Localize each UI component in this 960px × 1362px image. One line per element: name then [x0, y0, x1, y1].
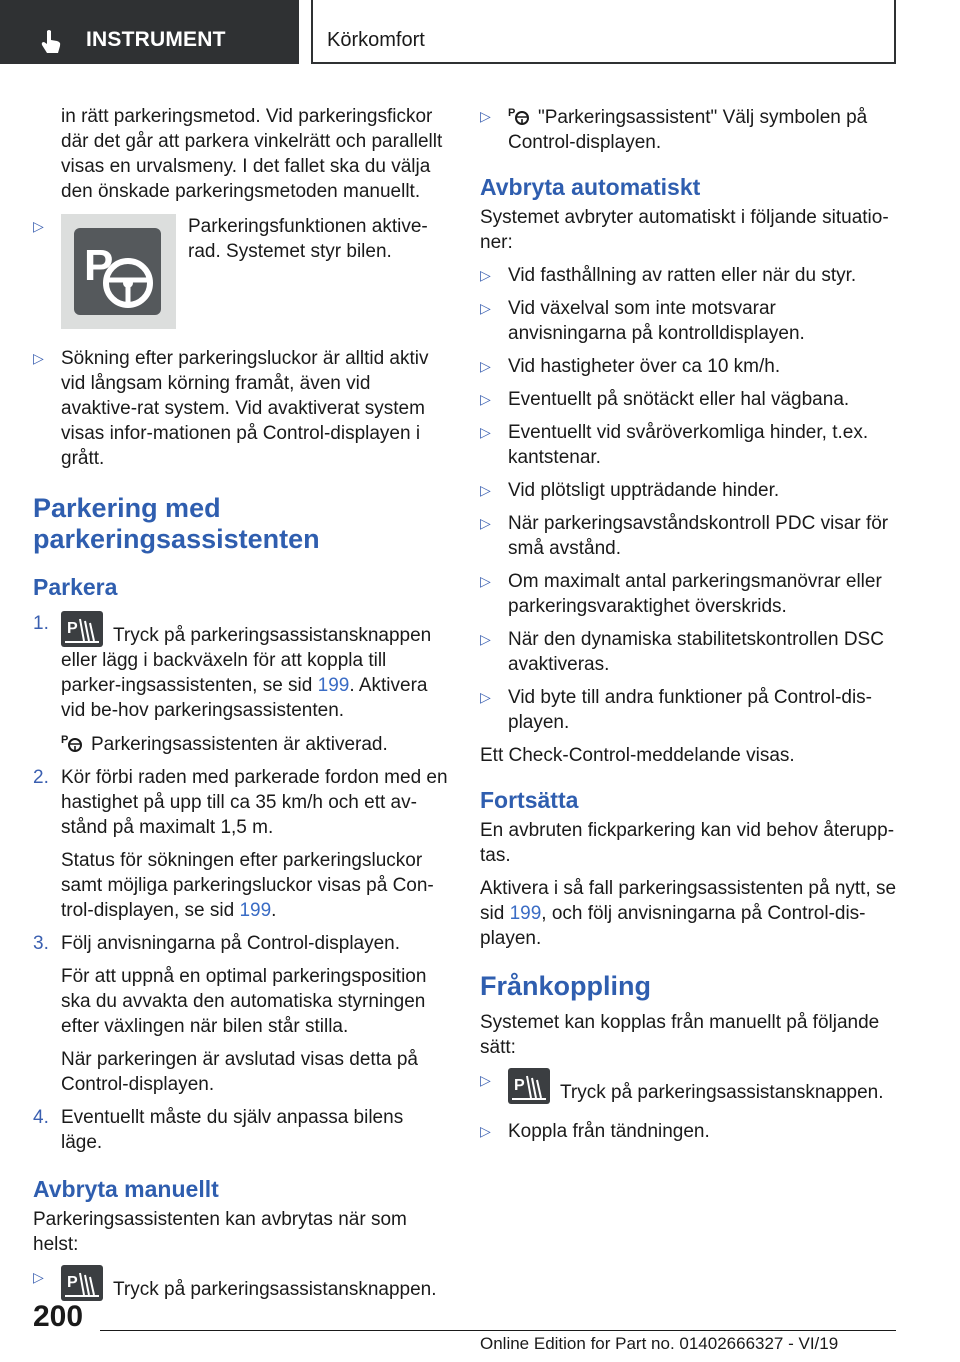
heading-cancel-auto: Avbryta automatiskt [480, 174, 701, 200]
step-sub-text: . [271, 900, 277, 921]
svg-text:P: P [61, 734, 69, 746]
list-item-text: Om maximalt antal parkeringsmanövrar eller parkeringsvaraktighet överskrids. [508, 571, 882, 617]
list-item-text: Koppla från tändningen. [508, 1121, 710, 1142]
step-text: Eventuellt måste du själv anpassa bilens läge. [61, 1107, 404, 1153]
list-item [480, 478, 898, 503]
step-text: Tryck på parkeringsassistansknappen eller lägg i backväxeln för att koppla till parker-ingsassistenten, se sid [61, 625, 432, 696]
list-item [33, 1265, 448, 1302]
list-item [480, 685, 898, 735]
list-item-text: När parkeringsavståndskontroll PDC visar för små avstånd. [508, 513, 889, 559]
bullet-triangle-icon: ▷ [480, 267, 491, 283]
figure-bullet [33, 214, 448, 334]
bullet-triangle-icon: ▷ [480, 1072, 491, 1088]
bullet-triangle-icon: ▷ [480, 1123, 491, 1139]
step-3 [33, 931, 448, 956]
step-1-sub [33, 731, 448, 757]
step-number: 3. [33, 933, 49, 954]
list-item-text: Vid växelval som inte motsvarar anvisningarna på kontrolldisplayen. [508, 298, 805, 344]
disconnect-text: Systemet kan kopplas från manuellt på följande sätt: [480, 1012, 880, 1058]
list-item-text: Vid hastigheter över ca 10 km/h. [508, 356, 781, 377]
section-header [311, 0, 896, 64]
step-text: Följ anvisningarna på Control-displayen. [61, 933, 401, 954]
parking-active-figure [61, 214, 176, 329]
bullet-triangle-icon: ▷ [480, 573, 491, 589]
list-item-text: "Parkeringsassistent" Välj symbolen på Control-displayen. [508, 107, 868, 153]
list-item-text: Vid byte till andra funktioner på Control-dis-playen. [508, 687, 873, 733]
step-number: 2. [33, 767, 49, 788]
list-item-text: Sökning efter parkeringsluckor är alltid aktiv vid långsam körning framåt, även vid avaktive-rat system. Vid avaktiverat system visas infor-mationen på Control-displayen i grått. [61, 348, 429, 469]
chapter-title: INSTRUMENT [86, 28, 226, 51]
page-link[interactable]: 199 [239, 900, 272, 921]
bullet-triangle-icon: ▷ [480, 108, 491, 124]
continue-text-part: Aktivera i så fall parkeringsassistenten på nytt, se sid [480, 878, 897, 924]
heading-disconnect: Frånkoppling [480, 971, 651, 1001]
list-item [480, 511, 898, 561]
bullet-triangle-icon: ▷ [480, 358, 491, 374]
heading-parking-with-assistant: Parkering med parkeringsassistenten [33, 493, 320, 554]
footer-divider [100, 1330, 896, 1331]
auto-text: Systemet avbryter automatiskt i följande situatio-ner: [480, 207, 889, 253]
list-item-text: Tryck på parkeringsassistansknappen. [560, 1082, 884, 1103]
list-item-text: Eventuellt på snötäckt eller hal vägbana. [508, 389, 850, 410]
park-assist-button-icon [61, 1265, 103, 1301]
step-4 [33, 1105, 448, 1155]
step-sub-text: Parkeringsassistenten är aktiverad. [91, 734, 388, 755]
list-item [480, 569, 898, 619]
step-number: 1. [33, 613, 49, 634]
svg-text:P: P [84, 241, 114, 290]
list-item-text: Tryck på parkeringsassistansknappen. [113, 1279, 437, 1300]
chapter-tab [0, 0, 299, 64]
heading-continue: Fortsätta [480, 787, 579, 813]
step-text: Kör förbi raden med parkerade fordon med en hastighet på upp till ca 35 km/h och ett av-stånd på maximalt 1,5 m. [61, 767, 448, 838]
step-2-sub [33, 848, 448, 923]
step-1 [33, 611, 448, 723]
step-3-sub-2: När parkeringen är avslutad visas detta på Control-displayen. [61, 1049, 418, 1095]
list-item [480, 420, 898, 470]
step-text: . Aktivera vid be-hov parkeringsassistenten. [61, 675, 428, 721]
list-item [480, 1119, 898, 1144]
park-assist-button-icon [61, 611, 103, 647]
footer-edition: Online Edition for Part no. 01402666327 - VI/19 [480, 1334, 839, 1353]
step-sub-text: Status för sökningen efter parkeringsluckor samt möjliga parkeringsluckor visas på Con-trol-displayen, se sid [61, 850, 434, 921]
svg-text:P: P [514, 1077, 525, 1094]
continue-text: En avbruten fickparkering kan vid behov återupp-tas. [480, 820, 895, 866]
continue-text-part: , och följ anvisningarna på Control-dis-playen. [480, 903, 866, 949]
bullet-triangle-icon: ▷ [480, 300, 491, 316]
svg-text:P: P [508, 107, 516, 119]
list-item [480, 1068, 898, 1105]
page-link[interactable]: 199 [509, 903, 542, 924]
intro-text: in rätt parkeringsmetod. Vid parkeringsfickor där det går att parkera vinkelrätt och parallellt visas en urvalsmeny. I det fallet ska du välja den önskade parkeringsmetoden manuellt. [61, 106, 443, 202]
svg-text:P: P [67, 620, 78, 637]
continue-text-2 [480, 876, 898, 951]
bullet-triangle-icon: ▷ [33, 1269, 44, 1285]
hand-pointer-icon [38, 28, 66, 56]
list-item [480, 354, 898, 379]
section-title: Körkomfort [327, 29, 425, 51]
parking-assist-small-icon [61, 731, 83, 753]
manual-text: Parkeringsassistenten kan avbrytas när som helst: [33, 1209, 407, 1255]
step-3-sub-1: För att uppnå en optimal parkeringsposition ska du avvakta den automatiska styrningen efter växlingen när bilen står stilla. [61, 966, 427, 1037]
bullet-triangle-icon: ▷ [480, 391, 491, 407]
bullet-triangle-icon: ▷ [480, 424, 491, 440]
right-column [480, 104, 898, 1152]
list-item [33, 346, 448, 471]
bullet-triangle-icon: ▷ [480, 515, 491, 531]
list-item [480, 627, 898, 677]
list-item-text: Eventuellt vid svåröverkomliga hinder, t.ex. kantstenar. [508, 422, 869, 468]
page-number: 200 [33, 1300, 84, 1333]
list-item [480, 263, 898, 288]
bullet-triangle-icon: ▷ [480, 689, 491, 705]
parking-assist-small-icon [508, 104, 530, 126]
list-item [480, 296, 898, 346]
bullet-triangle-icon: ▷ [480, 482, 491, 498]
bullet-triangle-icon: ▷ [33, 218, 44, 234]
park-assist-button-icon [508, 1068, 550, 1104]
step-number: 4. [33, 1107, 49, 1128]
figure-caption: Parkeringsfunktionen aktive-rad. Systemet styr bilen. [188, 216, 428, 262]
list-item-text: Vid plötsligt uppträdande hinder. [508, 480, 780, 501]
step-2 [33, 765, 448, 840]
check-control-text: Ett Check-Control-meddelande visas. [480, 745, 795, 766]
heading-cancel-manual: Avbryta manuellt [33, 1176, 219, 1202]
page-link[interactable]: 199 [317, 675, 350, 696]
list-item [480, 104, 898, 155]
list-item [480, 387, 898, 412]
svg-text:P: P [67, 1274, 78, 1291]
heading-park: Parkera [33, 574, 118, 600]
list-item-text: Vid fasthållning av ratten eller när du styr. [508, 265, 857, 286]
bullet-triangle-icon: ▷ [33, 350, 44, 366]
list-item-text: När den dynamiska stabilitetskontrollen DSC avaktiveras. [508, 629, 884, 675]
left-column [33, 104, 448, 1310]
parking-steering-icon [74, 228, 161, 315]
bullet-triangle-icon: ▷ [480, 631, 491, 647]
